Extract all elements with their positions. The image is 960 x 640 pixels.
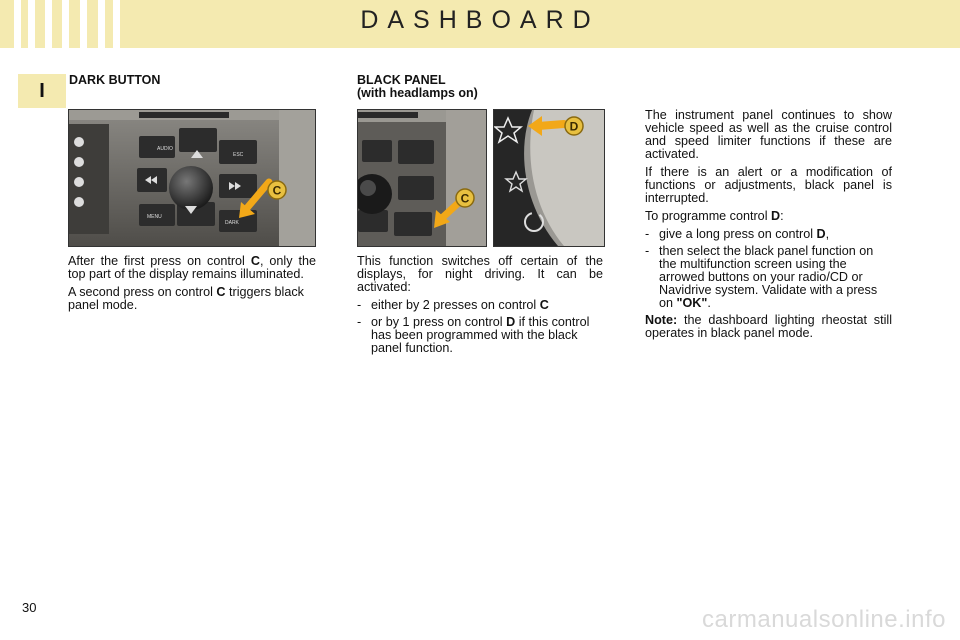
list-item-text bbox=[371, 299, 603, 312]
col3-text bbox=[645, 109, 892, 345]
text-span: , bbox=[825, 227, 830, 241]
list-item bbox=[645, 245, 892, 310]
col1-para2 bbox=[68, 286, 316, 312]
text-span: triggers black panel mode. bbox=[68, 285, 304, 312]
heading-line: BLACK PANEL bbox=[357, 73, 446, 87]
callout-d: D bbox=[569, 119, 579, 134]
list-item-text bbox=[659, 245, 892, 310]
list-dash: - bbox=[645, 244, 650, 258]
list-item bbox=[645, 228, 892, 241]
col1-para1 bbox=[68, 255, 316, 281]
text-span: either by 2 presses on control bbox=[371, 298, 540, 312]
col3-para1: The instrument panel continues to show vehicle speed as well as the cruise control and speed limiter functions if these are activated. bbox=[645, 108, 892, 161]
col3-para3 bbox=[645, 210, 892, 223]
radio-label: ESC bbox=[233, 152, 244, 158]
control-letter: D bbox=[771, 209, 781, 223]
section-tab: I bbox=[18, 74, 66, 108]
text-span: if this control has been programmed with the black panel function. bbox=[371, 315, 590, 355]
list-item-text bbox=[659, 228, 892, 241]
control-letter: D bbox=[506, 315, 516, 329]
stalk-photo bbox=[493, 109, 605, 247]
radio-label: AUDIO bbox=[157, 146, 173, 152]
list-item-text bbox=[371, 316, 603, 355]
black-panel-heading bbox=[357, 74, 478, 100]
radio-photo bbox=[68, 109, 316, 247]
text-span: give a long press on control bbox=[659, 227, 817, 241]
control-letter: D bbox=[816, 227, 826, 241]
list-dash: - bbox=[357, 315, 362, 329]
radio-closeup-photo bbox=[357, 109, 487, 247]
radio-label: MENU bbox=[147, 214, 162, 220]
text-span: A second press on control bbox=[68, 285, 217, 299]
text-span: , only the top part of the display remains illuminated. bbox=[68, 254, 316, 281]
col3-para2: If there is an alert or a modification of functions or adjustments, black panel is interrupted. bbox=[645, 165, 892, 205]
heading-line: (with headlamps on) bbox=[357, 86, 478, 100]
text-span: : bbox=[780, 209, 784, 223]
callout-c: C bbox=[272, 183, 282, 198]
col2-para1: This function switches off certain of the displays, for night driving. It can be activated: bbox=[357, 254, 603, 294]
callout-c: C bbox=[460, 191, 470, 206]
text-span: the dashboard lighting rheostat still operates in black panel mode. bbox=[645, 313, 892, 340]
page-number: 30 bbox=[22, 600, 37, 615]
text-span: . bbox=[707, 296, 711, 310]
text-span: After the first press on control bbox=[68, 254, 251, 268]
col2-text bbox=[357, 255, 603, 359]
text-span: or by 1 press on control bbox=[371, 315, 507, 329]
dark-button-heading: DARK BUTTON bbox=[69, 73, 161, 87]
control-letter: "OK" bbox=[676, 296, 708, 310]
page-title: DASHBOARD bbox=[360, 6, 600, 34]
watermark: carmanualsonline.info bbox=[702, 606, 946, 633]
col1-text bbox=[68, 255, 316, 317]
list-item bbox=[357, 299, 603, 312]
header-band bbox=[0, 0, 960, 48]
control-letter: C bbox=[216, 285, 226, 299]
control-letter: C bbox=[539, 298, 549, 312]
text-span: then select the black panel function on the multifunction screen using the arrowed buttons on your radio/CD or Navidrive system. Validate with a press on bbox=[659, 244, 878, 310]
list-dash: - bbox=[357, 298, 362, 312]
control-letter: C bbox=[250, 254, 260, 268]
note-label: Note: bbox=[645, 313, 678, 327]
list-item bbox=[357, 316, 603, 355]
radio-label: DARK bbox=[225, 220, 239, 226]
list-dash: - bbox=[645, 227, 650, 241]
text-span: To programme control bbox=[645, 209, 771, 223]
col3-note bbox=[645, 314, 892, 340]
